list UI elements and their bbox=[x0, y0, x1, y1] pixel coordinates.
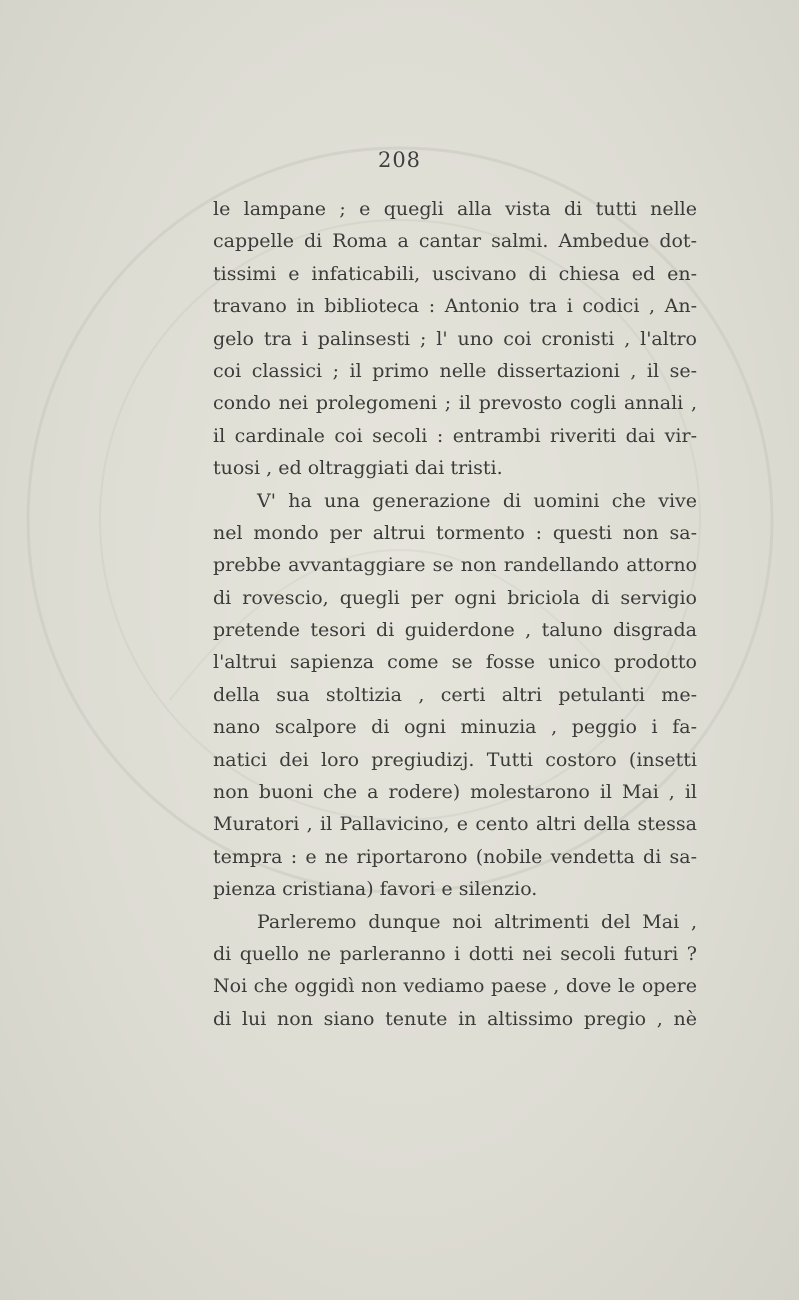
text-line: travano in biblioteca : Antonio tra i codici , An- bbox=[213, 295, 697, 318]
text-line: nel mondo per altrui tormento : questi non sa- bbox=[213, 521, 697, 544]
text-line: di rovescio, quegli per ogni briciola di servigio bbox=[213, 586, 697, 609]
text-line: cappelle di Roma a cantar salmi. Ambedue dot- bbox=[213, 230, 697, 253]
text-line: prebbe avvantaggiare se non randellando attorno bbox=[213, 554, 697, 577]
text-line: le lampane ; e quegli alla vista di tutti nelle bbox=[213, 198, 697, 220]
text-line: di quello ne parleranno i dotti nei secoli futuri ? bbox=[213, 942, 697, 965]
text-line: pienza cristiana) favori e silenzio. bbox=[213, 878, 538, 901]
text-line: di lui non siano tenute in altissimo pregio , nè bbox=[213, 1007, 697, 1030]
body-text bbox=[213, 193, 697, 1035]
text-line: della sua stoltizia , certi altri petulanti me- bbox=[213, 683, 697, 706]
page-number: 208 bbox=[377, 148, 422, 172]
text-line: nano scalpore di ogni minuzia , peggio i fa- bbox=[213, 716, 697, 739]
text-line: non buoni che a rodere) molestarono il Mai , il bbox=[213, 781, 697, 804]
text-line: Noi che oggidì non vediamo paese , dove le opere bbox=[213, 975, 697, 998]
text-line: gelo tra i palinsesti ; l' uno coi cronisti , l'altro bbox=[213, 327, 697, 350]
text-line: tuosi , ed oltraggiati dai tristi. bbox=[213, 457, 503, 480]
text-line: pretende tesori di guiderdone , taluno disgrada bbox=[213, 619, 697, 642]
text-line: natici dei loro pregiudizj. Tutti costoro (insetti bbox=[213, 748, 697, 771]
text-line: tempra : e ne riportarono (nobile vendetta di sa- bbox=[213, 845, 697, 868]
text-line: V' ha una generazione di uomini che vive bbox=[257, 489, 697, 512]
text-line: l'altrui sapienza come se fosse unico prodotto bbox=[213, 651, 697, 674]
text-line: condo nei prolegomeni ; il prevosto cogli annali , bbox=[213, 392, 697, 415]
text-line: Parleremo dunque noi altrimenti del Mai , bbox=[257, 910, 697, 933]
text-line: Muratori , il Pallavicino, e cento altri della stessa bbox=[213, 813, 697, 836]
text-line: tissimi e infaticabili, uscivano di chiesa ed en- bbox=[213, 262, 697, 285]
text-line: il cardinale coi secoli : entrambi riveriti dai vir- bbox=[213, 424, 697, 447]
text-line: coi classici ; il primo nelle dissertazioni , il se- bbox=[213, 359, 697, 382]
